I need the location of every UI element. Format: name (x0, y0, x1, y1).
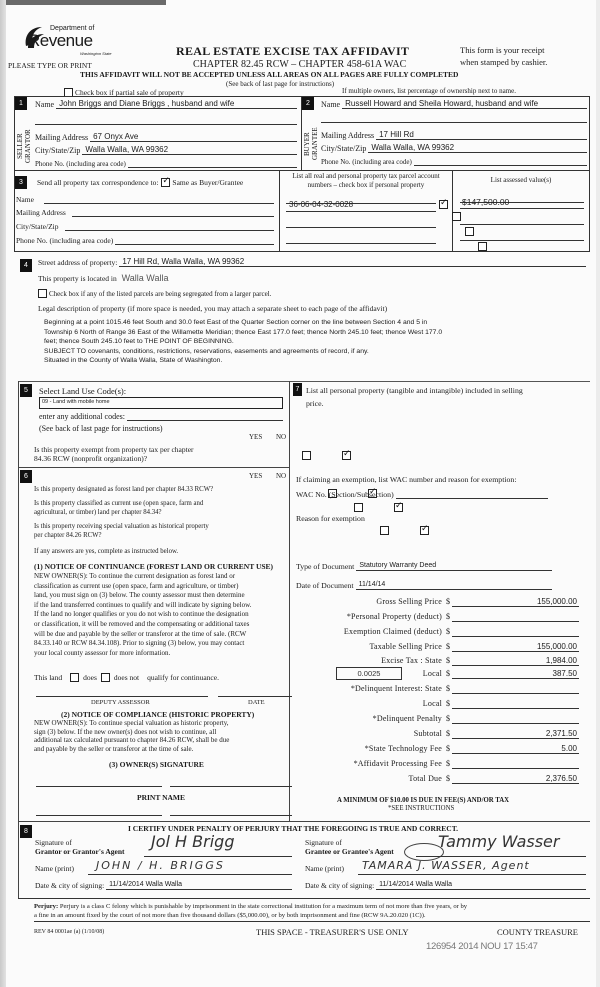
personal-property-field[interactable] (302, 438, 572, 468)
personal-property-checkbox-3[interactable] (465, 227, 474, 236)
grantee-printed-name: TAMARA J. WASSER, Agent (362, 859, 530, 872)
grantor-date-label: Date & city of signing: (35, 881, 105, 890)
legal-line: Situated in the County of Walla Walla, State of Washington. (44, 357, 223, 364)
wac-number-row (296, 489, 548, 499)
logo-main-text: Revenue (28, 31, 93, 50)
excise-tax-local-row (302, 669, 582, 683)
section-6-left-border (18, 467, 19, 822)
does-not-qualify-checkbox[interactable] (101, 673, 110, 682)
buyer-city-row (321, 143, 587, 153)
grantee-signature-label (305, 838, 394, 856)
fin-label: *Affidavit Processing Fee (353, 759, 442, 768)
treasurer-stamp: 126954 2014 NOU 17 15:47 (426, 941, 538, 952)
exemption-claimed-row (302, 627, 582, 641)
subtotal-field[interactable]: 2,371.50 (452, 729, 579, 739)
grantor-date-field[interactable]: 11/14/2014 Walla Walla (106, 880, 292, 890)
land-use-label: Select Land Use Code(s): (39, 386, 127, 396)
dollar-sign: $ (446, 729, 450, 738)
perjury-notice (34, 902, 594, 920)
column-divider (289, 381, 290, 822)
section-7-badge: 7 (293, 383, 302, 396)
seller-name-field[interactable]: John Briggs and Diane Briggs , husband and wife (56, 99, 297, 109)
assessed-value: $147,500.00 (462, 197, 510, 207)
no-header: NO (276, 472, 287, 480)
taxable-selling-price-field[interactable]: 155,000.00 (452, 642, 579, 652)
grantor-printed-name: JOHN / H. BRIGGS (96, 859, 225, 872)
section-8-badge: 8 (20, 825, 32, 838)
section-8-left-border (18, 822, 19, 898)
section-5-badge: 5 (20, 384, 32, 397)
scan-edge-top (6, 0, 166, 5)
exempt-question-line-1: Is this property exempt from property tax per chapter (34, 445, 194, 454)
receipt-note-1: This form is your receipt (460, 45, 545, 55)
form-id: REV 84 0001ae (a) (1/10/08) (34, 929, 105, 935)
additional-codes-row (39, 411, 283, 421)
local-rate-field[interactable]: 0.0025 (336, 667, 402, 680)
buyer-phone-label: Phone No. (including area code) (321, 158, 412, 166)
partial-sale-label: Check box if partial sale of property (75, 88, 184, 97)
fin-label: Gross Selling Price (376, 597, 442, 606)
grantee-name-line[interactable] (358, 874, 586, 875)
does-not-label: does not (113, 673, 140, 682)
located-label: This property is located in (38, 274, 117, 283)
buyer-mailing-row (321, 130, 587, 140)
correspondence-phone-row (16, 235, 274, 245)
dollar-sign: $ (446, 684, 450, 693)
notice-line: your local county assessor for more information. (34, 648, 171, 657)
gross-selling-price-row (302, 597, 582, 611)
deputy-assessor-label: DEPUTY ASSESSOR (91, 699, 150, 706)
notice-line: or classification, it will be removed and the compensating or additional taxes (34, 619, 250, 628)
parcel-row-2[interactable] (286, 211, 436, 212)
assessed-header: List assessed value(s) (490, 176, 552, 184)
owner-signature-line-2[interactable] (170, 786, 292, 787)
historic-line-2: per chapter 84.26 RCW? (34, 532, 102, 539)
dollar-sign: $ (446, 597, 450, 606)
buyer-mailing-field[interactable]: 17 Hill Rd (376, 130, 587, 140)
divider (279, 171, 280, 252)
section-divider (18, 467, 289, 468)
state-technology-fee-field[interactable]: 5.00 (452, 744, 579, 754)
notice-of-continuance-body (34, 572, 289, 658)
dor-logo (20, 22, 120, 64)
fin-label: Taxable Selling Price (369, 642, 442, 651)
this-land-label: This land (34, 673, 63, 682)
seller-phone-row (35, 158, 297, 168)
section-1-badge: 1 (15, 97, 27, 110)
exemption-claimed-field[interactable] (452, 627, 579, 637)
grantor-signature-label (35, 838, 125, 856)
correspondence-name-row (16, 194, 274, 204)
section-3-badge: 3 (15, 176, 27, 189)
dollar-sign: $ (446, 642, 450, 651)
exempt-question-line-2: 84.36 RCW (nonprofit organization)? (34, 454, 148, 463)
grantor-name-label: Name (print) (35, 864, 74, 873)
assessed-value-3[interactable] (460, 224, 584, 225)
land-use-select[interactable]: 09 - Land with mobile home (39, 397, 283, 409)
footer-divider (34, 921, 590, 922)
multiple-owners-note: If multiple owners, list percentage of ownership next to name. (342, 87, 516, 95)
grantee-date-field[interactable]: 11/14/2014 Walla Walla (376, 880, 586, 890)
treasurer-use-label: THIS SPACE - TREASURER'S USE ONLY (256, 927, 409, 937)
logo-top-text: Department of (50, 25, 95, 32)
parcel-header-line-1: List all real and personal property tax parcel account (292, 172, 440, 180)
forest-land-question: Is this property designated as forest land per chapter 84.33 RCW? (34, 486, 214, 493)
dollar-sign: $ (446, 627, 450, 636)
correspondence-phone-label: Phone No. (including area code) (16, 236, 114, 245)
minimum-due-note: A MINIMUM OF $10.00 IS DUE IN FEE(S) AND/OR TAX (337, 797, 510, 804)
buyer-phone-row (321, 156, 587, 166)
same-as-buyer-checkbox[interactable] (161, 178, 170, 187)
form-title: REAL ESTATE EXCISE TAX AFFIDAVIT (176, 44, 410, 58)
continuance-qualify-row (34, 673, 219, 682)
grantee-name-label: Name (print) (305, 864, 344, 873)
segregated-label: Check box if any of the listed parcels are being segregated from a larger parcel. (49, 289, 272, 298)
exemption-instruction: If claiming an exemption, list WAC number and reason for exemption: (296, 475, 517, 484)
current-use-line-2: agricultural, or timber) land per chapter 84.34? (34, 509, 162, 516)
see-back-note: (See back of last page for instructions) (39, 424, 163, 433)
correspondence-name-field[interactable] (44, 194, 274, 204)
fin-label: Excise Tax : State (381, 656, 442, 665)
buyer-label: BUYER (303, 132, 311, 156)
located-row (38, 273, 168, 283)
grantee-signature: Tammy Wasser (438, 832, 560, 851)
perjury-label: Perjury: (34, 903, 59, 910)
delinquent-interest-local-row (302, 699, 582, 713)
qualify-label: qualify for continuance. (147, 673, 219, 682)
notice-line: sign (3) below. If the new owner(s) does not wish to continue, all (34, 727, 217, 736)
dollar-sign: $ (446, 774, 450, 783)
notice-line: classification as current use (open space, farm and agriculture, or timber) (34, 581, 239, 590)
correspondence-mailing-field[interactable] (72, 207, 274, 217)
perjury-text-2: a fine in an amount fixed by the court of not more than five thousand dollars ($5,000.00), or by both imprisonment and fine (RCW 9A.20.020 (1C)). (34, 912, 426, 919)
no-header: NO (276, 433, 287, 441)
personal-property-deduct-field[interactable] (452, 612, 579, 622)
deputy-assessor-signature-line[interactable] (36, 696, 208, 697)
dollar-sign: $ (446, 669, 450, 678)
signature-of-label: Signature of (35, 838, 72, 847)
section-5-left-border (18, 381, 19, 467)
affidavit-processing-fee-field[interactable] (452, 759, 579, 769)
dollar-sign: $ (446, 656, 450, 665)
assessed-value-1[interactable] (460, 192, 584, 207)
historic-line-1: Is this property receiving special valuation as historical property (34, 523, 209, 530)
parcel-row-3[interactable] (286, 227, 436, 228)
personal-property-checkbox-2[interactable] (452, 212, 461, 221)
affidavit-processing-fee-row (302, 759, 582, 773)
seller-name-label: Name (35, 100, 55, 109)
notice-line: if the land transferred continues to qualify and will indicate by signing below. (34, 600, 252, 609)
legal-description (44, 318, 589, 366)
buyer-phone-field[interactable] (414, 156, 587, 166)
document-type-row (296, 561, 552, 571)
personal-property-line-2: price. (306, 399, 324, 408)
total-due-field[interactable]: 2,376.50 (452, 774, 579, 784)
street-address-field[interactable]: 17 Hill Rd, Walla Walla, WA 99362 (119, 257, 586, 267)
grantor-date-row (35, 880, 292, 890)
assessed-value-2[interactable] (460, 208, 584, 209)
fin-label: Total Due (408, 774, 442, 783)
located-value: Walla Walla (121, 273, 169, 283)
fin-label: *State Technology Fee (364, 744, 442, 753)
seller-label: SELLER (16, 133, 24, 159)
parcel-row-1[interactable] (286, 194, 436, 209)
print-name-line-2[interactable] (170, 815, 292, 816)
correspondence-city-label: City/State/Zip (16, 222, 59, 231)
current-use-question (34, 499, 203, 517)
buyer-city-field[interactable]: Walla Walla, WA 99362 (368, 143, 587, 153)
seller-name-row (35, 99, 297, 109)
owner-signature-line-1[interactable] (36, 786, 162, 787)
correspondence-mailing-row (16, 207, 274, 217)
grantor-agent-label: Grantor or Grantor's Agent (35, 847, 125, 856)
fin-label: Exemption Claimed (deduct) (343, 627, 442, 636)
seller-phone-label: Phone No. (including area code) (35, 160, 126, 168)
dollar-sign: $ (446, 744, 450, 753)
assessor-date-line[interactable] (218, 696, 292, 697)
grantee-label: GRANTEE (311, 127, 319, 161)
acceptance-warning: THIS AFFIDAVIT WILL NOT BE ACCEPTED UNLESS ALL AREAS ON ALL PAGES ARE FULLY COMPLETED (80, 70, 459, 79)
parcel-number: 36-06-04-32-0028 (289, 200, 354, 209)
current-use-line-1: Is this property classified as current use (open space, farm and (34, 500, 204, 507)
if-yes-instruction: If any answers are yes, complete as instructed below. (34, 548, 179, 555)
document-date-field[interactable]: 11/14/14 (356, 580, 552, 590)
wac-number-label: WAC No. (Section/Subsection) (296, 490, 394, 499)
personal-property-deduct-row (302, 612, 582, 626)
print-name-label: PRINT NAME (137, 793, 185, 802)
correspondence-name-label: Name (16, 195, 34, 204)
delinquent-penalty-field[interactable] (452, 714, 579, 724)
perjury-certification: I CERTIFY UNDER PENALTY OF PERJURY THAT THE FOREGOING IS TRUE AND CORRECT. (128, 824, 459, 833)
exempt-question (34, 445, 194, 463)
notice-of-continuance-title: (1) NOTICE OF CONTINUANCE (FOREST LAND OR CURRENT USE) (34, 562, 274, 571)
section-divider (18, 381, 590, 382)
grantee-date-label: Date & city of signing: (305, 881, 375, 890)
seller-grantor-label (16, 128, 30, 164)
notice-line: will be due and payable by the seller or transferor at the time of sale. (RCW (34, 629, 247, 638)
dollar-sign: $ (446, 612, 450, 621)
buyer-name-row (321, 99, 587, 109)
section-2-badge: 2 (302, 97, 314, 110)
seller-mailing-field[interactable]: 67 Onyx Ave (90, 132, 297, 142)
seller-city-label: City/State/Zip (35, 146, 81, 155)
notice-line: If the land no longer qualifies or you do not wish to continue the designation (34, 610, 249, 619)
send-correspondence-row (37, 178, 243, 187)
buyer-name-label: Name (321, 100, 341, 109)
personal-property-instruction (306, 384, 523, 410)
section-divider (18, 821, 590, 822)
logo-sub-text: Washington State (80, 51, 112, 56)
buyer-mailing-label: Mailing Address (321, 131, 375, 140)
see-instructions-note: *SEE INSTRUCTIONS (388, 805, 455, 812)
parcel-header-line-2: numbers – check box if personal property (307, 181, 425, 189)
dollar-sign: $ (446, 699, 450, 708)
taxable-selling-price-row (302, 642, 582, 656)
form-chapter: CHAPTER 82.45 RCW – CHAPTER 458-61A WAC (193, 59, 407, 70)
see-back-instructions: (See back of last page for instructions) (226, 80, 335, 88)
buyer-grantee-label (303, 126, 317, 162)
correspondence-city-field[interactable] (65, 221, 275, 231)
parcel-row-4[interactable] (286, 243, 436, 244)
fin-label: Local (422, 699, 442, 708)
grantor-signature: Jol H Brigg (151, 832, 235, 851)
excise-tax-state-field[interactable]: 1,984.00 (452, 656, 579, 666)
yes-header: YES (249, 472, 263, 480)
current-use-yes-checkbox[interactable] (354, 503, 363, 512)
fin-label: Subtotal (413, 729, 442, 738)
correspondence-city-row (16, 221, 274, 231)
perjury-text: Perjury is a class C felony which is punishable by imprisonment in the state correctional institution for a maximum term of not more than five years, or by (58, 903, 468, 910)
notice-line: and payable by the seller or transferor at the time of sale. (34, 744, 194, 753)
reason-for-exemption-label: Reason for exemption (296, 514, 365, 523)
grantee-date-row (305, 880, 586, 890)
delinquent-interest-local-field[interactable] (452, 699, 579, 709)
yes-header: YES (249, 433, 263, 441)
receipt-note-2: when stamped by cashier. (460, 57, 548, 67)
delinquent-interest-state-field[interactable] (452, 684, 579, 694)
fin-label: *Delinquent Interest: State (350, 684, 442, 693)
fin-label: *Delinquent Penalty (372, 714, 442, 723)
seller-mailing-row (35, 132, 297, 142)
buyer-name-field[interactable]: Russell Howard and Sheila Howard, husband and wife (342, 99, 587, 109)
document-type-label: Type of Document (296, 562, 355, 571)
print-name-line-1[interactable] (36, 815, 162, 816)
personal-property-line-1: List all personal property (tangible and intangible) included in selling (306, 386, 523, 395)
street-address-label: Street address of property: (38, 258, 118, 267)
grantee-agent-label: Grantee or Grantee's Agent (305, 847, 394, 856)
buyer-name-line-2[interactable] (321, 122, 587, 123)
notice-line: land, you must sign on (3) below. The county assessor must then determine (34, 591, 245, 600)
fin-label: *Personal Property (deduct) (346, 612, 442, 621)
additional-codes-label: enter any additional codes: (39, 412, 125, 421)
same-as-buyer-label: Same as Buyer/Grantee (172, 178, 244, 187)
document-date-label: Date of Document (296, 581, 354, 590)
section-4-badge: 4 (20, 259, 32, 272)
additional-codes-field[interactable] (127, 411, 283, 421)
legal-line: SUBJECT TO covenants, conditions, restrictions, reservations, easements and agreements of record, if any. (44, 347, 369, 355)
document-date-row (296, 580, 552, 590)
gross-selling-price-field[interactable]: 155,000.00 (452, 597, 579, 607)
does-qualify-checkbox[interactable] (70, 673, 79, 682)
notice-of-compliance-body (34, 719, 289, 753)
historic-question (34, 522, 209, 540)
personal-property-checkbox-4[interactable] (478, 242, 487, 251)
legal-line: Beginning at a point 1015.46 feet South and 30.0 feet East of the Quarter Section corner on the line between Section 4 and 5 in (44, 319, 428, 326)
current-use-no-checkbox[interactable] (394, 503, 403, 512)
wac-number-field[interactable] (396, 489, 548, 499)
street-address-row (38, 257, 586, 267)
legal-line: Township 6 North of Range 36 East of the Willamette Meridian; thence East 177.0 feet; thence North 245.10 feet; thence West 177.0 (44, 328, 443, 336)
county-treasurer-label: COUNTY TREASURE (497, 927, 578, 937)
total-due-row (302, 774, 582, 788)
state-technology-fee-row (302, 744, 582, 758)
notice-line: 84.33.140 or RCW 84.34.108). Prior to signing (3) below, you may contact (34, 639, 245, 648)
subtotal-row (302, 729, 582, 743)
parcel-header (282, 172, 450, 190)
grantee-signature-line[interactable] (416, 856, 586, 857)
correspondence-mailing-label: Mailing Address (16, 208, 66, 217)
correspondence-phone-field[interactable] (115, 235, 274, 245)
notice-of-compliance-title: (2) NOTICE OF COMPLIANCE (HISTORIC PROPERTY) (61, 710, 255, 719)
section-6-badge: 6 (20, 470, 32, 483)
date-label: DATE (248, 699, 265, 706)
segregated-row (38, 289, 271, 298)
notice-line: NEW OWNER(S): To continue special valuation as historic property, (34, 719, 229, 727)
personal-property-checkbox-1[interactable] (439, 200, 448, 209)
delinquent-interest-state-row (302, 684, 582, 698)
seller-name-line-2[interactable] (35, 124, 297, 125)
dollar-sign: $ (446, 759, 450, 768)
notice-line: NEW OWNER(S): To continue the current designation as forest land or (34, 572, 236, 580)
please-type: PLEASE TYPE OR PRINT (8, 61, 92, 70)
fin-label: Local (422, 669, 442, 678)
seller-city-row (35, 145, 297, 155)
buyer-city-label: City/State/Zip (321, 144, 367, 153)
signature-of-label: Signature of (305, 838, 342, 847)
segregated-checkbox[interactable] (38, 289, 47, 298)
legal-description-label: Legal description of property (if more space is needed, you may attach a separate sheet to each page of the affidavit) (38, 304, 388, 313)
seller-mailing-label: Mailing Address (35, 133, 89, 142)
does-label: does (83, 673, 97, 682)
affidavit-page (6, 0, 596, 987)
reason-for-exemption-field[interactable] (296, 526, 576, 556)
grantor-label: GRANTOR (24, 129, 32, 163)
legal-line: feet; thence South 245.10 feet to THE POINT OF BEGINNING. (44, 338, 234, 345)
grantor-name-line[interactable] (88, 874, 292, 875)
document-type-field[interactable]: Statutory Warranty Deed (356, 561, 552, 571)
dollar-sign: $ (446, 714, 450, 723)
excise-tax-local-field[interactable]: 387.50 (452, 669, 579, 679)
delinquent-penalty-row (302, 714, 582, 728)
owner-signature-label: (3) OWNER(S) SIGNATURE (109, 760, 204, 769)
notice-line: additional tax calculated pursuant to chapter 84.26 RCW, shall be due (34, 736, 230, 744)
grantor-signature-line[interactable] (144, 856, 292, 857)
send-correspondence-label: Send all property tax correspondence to: (37, 178, 159, 187)
footer-divider (18, 898, 590, 899)
seller-city-field[interactable]: Walla Walla, WA 99362 (82, 145, 297, 155)
assessed-value-4[interactable] (460, 240, 584, 241)
seller-phone-field[interactable] (128, 158, 297, 168)
